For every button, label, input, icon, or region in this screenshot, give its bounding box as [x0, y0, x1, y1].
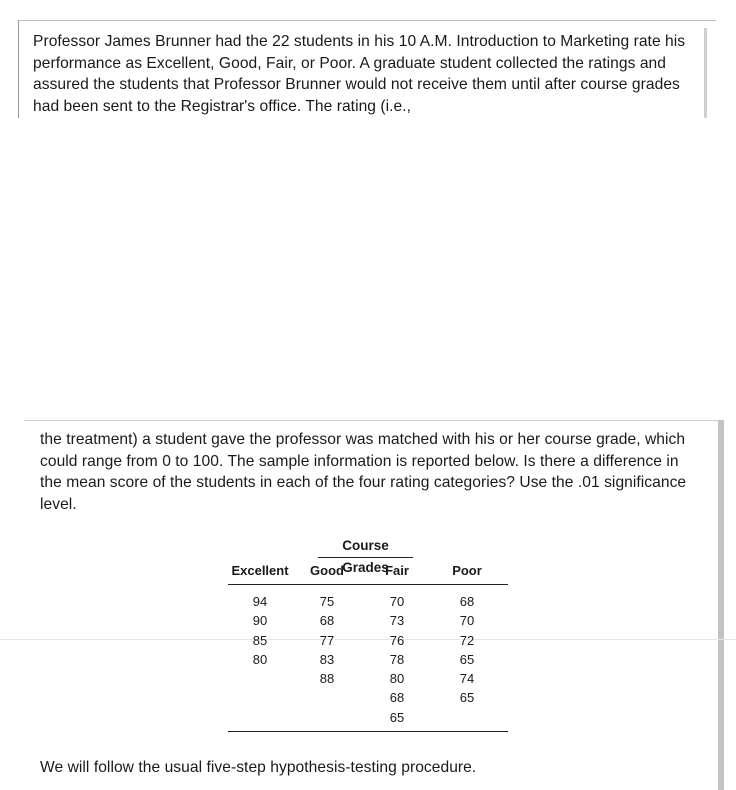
grade-cell: 85	[252, 632, 268, 648]
column-poor	[432, 592, 502, 727]
column-fair	[362, 592, 432, 727]
grade-cell: 83	[319, 651, 335, 667]
table-title: Course Grades	[318, 535, 413, 558]
problem-intro-paragraph: Professor James Brunner had the 22 students in his 10 A.M. Introduction to Marketing rate his performance as Excellent, Good, Fair, or Poor. A graduate student collected the ratings and assured the students that Professor Brunner would not receive them until after course grades had been sent to the Registrar's office. The rating (i.e.,	[33, 33, 686, 115]
column-good	[292, 592, 362, 727]
header-poor: Poor	[452, 563, 482, 578]
header-good: Good	[310, 563, 344, 578]
grade-cell: 80	[252, 651, 268, 667]
page-border-right-lower	[718, 420, 724, 790]
grade-cell: 80	[389, 671, 405, 687]
grade-cell: 94	[252, 594, 268, 609]
grade-cell: 68	[389, 690, 405, 706]
grade-cell: 65	[459, 690, 475, 706]
table-header-row	[228, 558, 508, 585]
grade-cell: 70	[459, 613, 475, 629]
grade-cell: 65	[459, 651, 475, 667]
grade-cell: 68	[459, 594, 475, 609]
grade-cell: 76	[389, 632, 405, 648]
table-body	[228, 585, 508, 732]
problem-continuation-paragraph: the treatment) a student gave the professor was matched with his or her course grade, which could range from 0 to 100. The sample information is reported below. Is there a difference in the mean score of the students in each of the four rating categories? Use the .01 significance level.	[40, 431, 687, 513]
grade-cell: 90	[252, 613, 268, 629]
grade-cell: 75	[319, 594, 335, 609]
page-border-right	[704, 28, 707, 118]
header-excellent: Excellent	[231, 563, 289, 578]
grade-cell: 73	[389, 613, 405, 629]
grade-cell: 68	[319, 613, 335, 629]
page-border-left	[18, 20, 19, 118]
grade-cell: 70	[389, 594, 405, 609]
header-fair: Fair	[385, 563, 409, 578]
grade-cell: 72	[459, 632, 475, 648]
grade-cell: 88	[319, 671, 335, 687]
procedure-note: We will follow the usual five-step hypothesis-testing procedure.	[40, 759, 477, 776]
grade-cell: 74	[459, 671, 475, 687]
grade-cell: 77	[319, 632, 335, 648]
course-grades-table	[228, 535, 508, 732]
grade-cell: 65	[389, 709, 405, 725]
column-excellent	[228, 592, 292, 727]
grade-cell: 78	[389, 651, 405, 667]
page-border-top	[18, 20, 716, 21]
page-border-top-lower	[24, 420, 724, 421]
